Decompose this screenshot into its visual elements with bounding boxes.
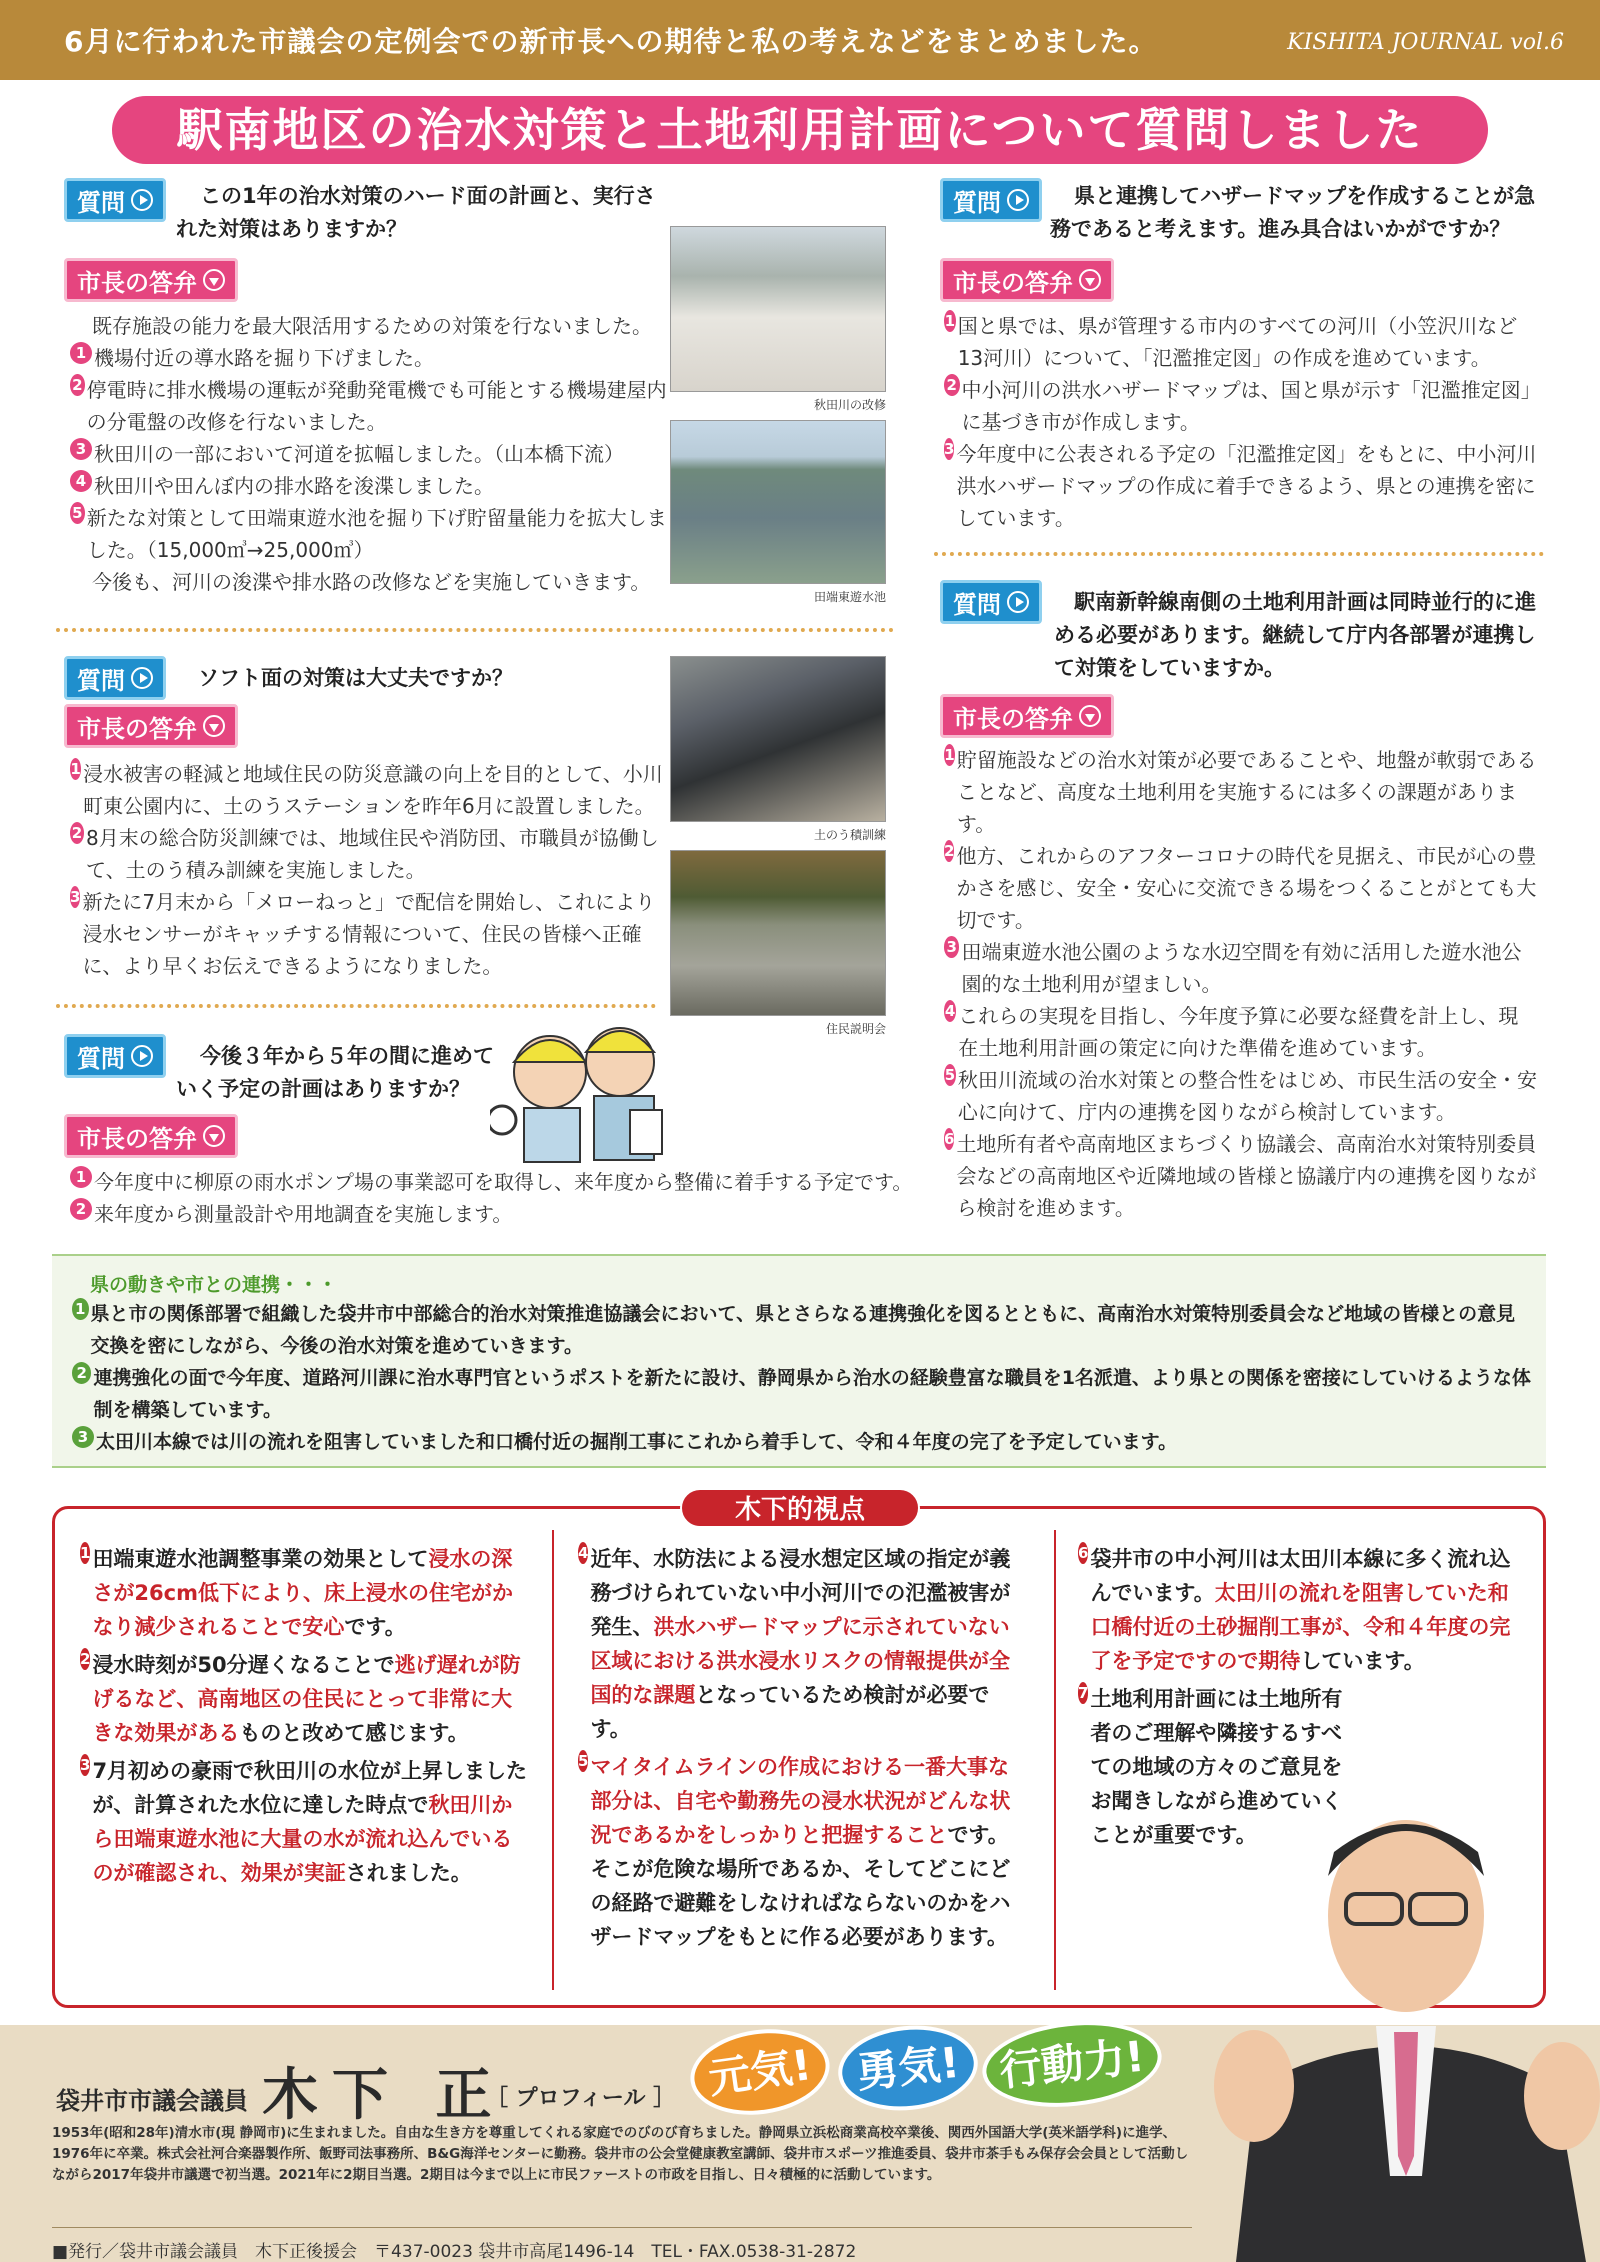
answer-tag xyxy=(940,694,1114,738)
item-text: 新たに7月末から「メローねっと」で配信を開始し、これにより浸水センサーがキャッチする情報について、住民の皆様へ正確に、より早くお伝えできるようになりました。 xyxy=(82,890,656,978)
item-text: これらの実現を目指し、今年度予算に必要な経費を計上し、現在土地利用計画の策定に向けた準備を進めています。 xyxy=(958,1004,1519,1060)
number-badge: 1 xyxy=(70,1166,92,1188)
column-divider xyxy=(1054,1530,1056,1990)
photo-caption: 田端東遊水池 xyxy=(813,590,886,604)
portrait-photo xyxy=(1196,1756,1600,2262)
question-tag xyxy=(940,178,1042,222)
number-badge: 6 xyxy=(944,1130,955,1148)
question-text: 今後３年から５年の間に進めていく予定の計画はありますか？ xyxy=(176,1044,494,1101)
list-item xyxy=(70,1198,930,1230)
list-item xyxy=(70,502,670,566)
author-name: 木下 正 xyxy=(262,2063,506,2128)
text-plain: 浸水時刻が50分遅くなることで xyxy=(92,1653,395,1677)
publisher-info: ■発行／袋井市議会議員 木下正後援会 〒437-0023 袋井市高尾1496-14 TEL・FAX.0538-31-2872 xyxy=(52,2242,857,2262)
viewpoint-title: 木下的視点 xyxy=(680,1488,920,1528)
text-highlight: 浸水の深さが26cm低下により、床上浸水の住宅がかなり減少されることで安心 xyxy=(92,1547,513,1639)
viewpoint-col-2 xyxy=(578,1542,1028,1954)
hand xyxy=(1524,2042,1600,2150)
text-plain: 近年、水防法による浸水想定区域の指定が義務づけられていない中小河川での氾濫被害が発生、 xyxy=(590,1547,1011,1639)
answer-label: 市長の答弁 xyxy=(77,1124,197,1153)
number-badge: 3 xyxy=(944,936,959,958)
profile-label: ［ プロフィール ］ xyxy=(486,2086,676,2111)
list-item xyxy=(70,438,670,470)
number-badge: 5 xyxy=(944,1066,956,1084)
question-label: 質問 xyxy=(77,188,125,217)
text-plain: 田端東遊水池調整事業の効果として xyxy=(92,1547,429,1571)
item-text: 停電時に排水機場の運転が発動発電機でも可能とする機場建屋内の分電盤の改修を行ないました。 xyxy=(86,378,667,434)
photo-sandbag-training xyxy=(670,656,886,822)
list-item xyxy=(944,936,1538,1000)
divider xyxy=(56,628,894,632)
answer-label: 市長の答弁 xyxy=(77,714,197,743)
number-badge: 1 xyxy=(72,1298,89,1320)
list-item xyxy=(944,310,1538,374)
slogan-badge: 行動力! xyxy=(978,2013,1166,2115)
number-badge: 6 xyxy=(1078,1544,1089,1562)
text-plain: となっているため検討が必要です。 xyxy=(590,1683,990,1741)
text-plain: です。そこが危険な場所であるか、そしてどこにどの経路で避難をしなければならないのかをハザードマップをもとに作る必要があります。 xyxy=(590,1823,1011,1949)
item-text: 土地所有者や高南地区まちづくり協議会、高南治水対策特別委員会などの高南地区や近隣地域の皆様と協議庁内の連携を図りながら検討を進めます。 xyxy=(956,1132,1537,1220)
magnifier-icon xyxy=(490,1106,516,1134)
viewpoint-col-1 xyxy=(80,1542,530,1890)
item-text: 今年度中に公表される予定の「氾濫推定図」をもとに、中小河川洪水ハザードマップの作成に着手できるよう、県との連携を密にしています。 xyxy=(956,442,1537,530)
list-item xyxy=(70,374,670,438)
question-text: この1年の治水対策のハード面の計画と、実行された対策はありますか？ xyxy=(176,184,656,241)
item-text xyxy=(590,1542,1028,1746)
answer-body xyxy=(70,1166,930,1230)
list-item xyxy=(944,840,1538,936)
item-text: 来年度から測量設計や用地調査を実施します。 xyxy=(94,1202,513,1226)
play-icon xyxy=(1007,591,1029,613)
item-text: 秋田川や田んぼ内の排水路を浚渫しました。 xyxy=(94,474,494,498)
list-item xyxy=(944,1128,1538,1224)
viewpoint-item xyxy=(578,1750,1028,1954)
item-text: 貯留施設などの治水対策が必要であることや、地盤が軟弱であることなど、高度な土地利用を実施するには多くの課題があります。 xyxy=(956,748,1537,836)
answer-tag xyxy=(64,704,238,748)
item-text: 浸水被害の軽減と地域住民の防災意識の向上を目的として、小川町東公園内に、土のうステーションを昨年6月に設置しました。 xyxy=(83,762,663,818)
item-text: 土地利用計画には土地所有者のご理解や隣接するすべての地域の方々のご意見をお聞きしながら進めていくことが重要です。 xyxy=(1090,1687,1343,1847)
header-lead: 6月に行われた市議会の定例会での新市長への期待と私の考えなどをまとめました。 xyxy=(64,25,1158,58)
divider xyxy=(934,552,1544,556)
item-text xyxy=(92,1648,530,1750)
item-text xyxy=(92,1754,530,1890)
item-text: 他方、これからのアフターコロナの時代を見据え、市民が心の豊かさを感じ、安全・安心に交流できる場をつくることがとても大切です。 xyxy=(956,844,1537,932)
hard-hat-icon xyxy=(514,1040,586,1062)
number-badge: 1 xyxy=(944,746,955,764)
divider xyxy=(52,2227,1192,2228)
prefecture-title: 県の動きや市との連携・・・ xyxy=(90,1274,338,1296)
question-text: 県と連携してハザードマップを作成することが急務であると考えます。進み具合はいかがですか？ xyxy=(1050,184,1536,241)
list-item xyxy=(70,822,666,886)
photo-river-repair xyxy=(670,226,886,392)
prefecture-box xyxy=(52,1254,1546,1468)
number-badge: 2 xyxy=(944,842,955,860)
answer-intro: 既存施設の能力を最大限活用するための対策を行ないました。 xyxy=(92,314,652,338)
play-icon xyxy=(1007,189,1029,211)
text-plain: です。 xyxy=(344,1615,406,1639)
photo-caption: 秋田川の改修 xyxy=(813,398,886,412)
viewpoint-item xyxy=(578,1542,1028,1746)
item-text: 今年度中に柳原の雨水ポンプ場の事業認可を取得し、来年度から整備に着手する予定です。 xyxy=(94,1170,913,1194)
item-text: 秋田川流域の治水対策との整合性をはじめ、市民生活の安全・安心に向けて、庁内の連携を図りながら検討しています。 xyxy=(957,1068,1538,1124)
viewpoint-item xyxy=(80,1542,530,1644)
hard-hat-icon xyxy=(586,1031,654,1052)
item-text: 8月末の総合防災訓練では、地域住民や消防団、市職員が協働して、土のう積み訓練を実施しました。 xyxy=(85,826,659,882)
text-highlight: 秋田川から田端東遊水池に大量の水が流れ込んでいるのが確認され、効果が実証 xyxy=(92,1793,513,1885)
item-text: 機場付近の導水路を掘り下げました。 xyxy=(94,346,434,370)
slogan-badge: 元気! xyxy=(685,2021,835,2124)
hand xyxy=(1214,2030,1294,2142)
text-highlight: 洪水ハザードマップに示されていない区域における洪水浸水リスクの情報提供が全国的な課題 xyxy=(590,1615,1011,1707)
item-text xyxy=(92,1542,530,1644)
number-badge: 2 xyxy=(71,824,83,842)
item-text: 国と県では、県が管理する市内のすべての河川（小笠沢川など13河川）について、「氾濫推定図」の作成を進めています。 xyxy=(957,314,1518,370)
number-badge: 2 xyxy=(70,1198,92,1220)
number-badge: 1 xyxy=(70,760,81,778)
item-text: 連携強化の面で今年度、道路河川課に治水専門官というポストを新たに設け、静岡県から治水の経験豊富な職員を1名派遣、より県との関係を密接にしていけるような体制を構築しています。 xyxy=(93,1367,1531,1421)
chevron-down-icon xyxy=(203,715,225,737)
number-badge: 3 xyxy=(944,440,955,458)
item-text: 太田川本線では川の流れを阻害していました和口橋付近の掘削工事にこれから着手して、令和４年度の完了を予定しています。 xyxy=(96,1431,1178,1453)
question-text: ソフト面の対策は大丈夫ですか？ xyxy=(198,666,513,690)
photo-caption: 住民説明会 xyxy=(825,1022,886,1036)
text-plain: ものと改めて感じます。 xyxy=(239,1721,469,1745)
item-text: 田端東遊水池公園のような水辺空間を有効に活用した遊水池公園的な土地利用が望ましい。 xyxy=(961,940,1522,996)
list-item xyxy=(72,1362,1532,1426)
journal-title: KISHITA JOURNAL vol.6 xyxy=(1287,30,1564,55)
answer-tag xyxy=(64,1114,238,1158)
answer-tag xyxy=(64,258,238,302)
page-title: 駅南地区の治水対策と土地利用計画について質問しました xyxy=(112,96,1488,164)
viewpoint-item xyxy=(80,1754,530,1890)
chevron-down-icon xyxy=(1079,705,1101,727)
clipboard-icon xyxy=(630,1110,662,1154)
number-badge: 3 xyxy=(80,1756,91,1774)
author-bio: 1953年(昭和28年)清水市(現 静岡市)に生まれました。自由な生き方を尊重してくれる家庭でのびのび育ちました。静岡県立浜松商業高校卒業後、関西外国語大学(英米語学科)に進学、1976年に卒業。株式会社河合楽器製作所、飯野司法事務所、B&G海洋センターに勤務。袋井市の公会堂健康教室講師、袋井市スポーツ推進委員、袋井市茶手もみ保存会会員として活動しながら2017年袋井市議選で初当選。2021年に2期目当選。2期目は今まで以上に市民ファーストの市政を目指し、日々積極的に活動しています。 xyxy=(52,2125,1189,2183)
list-item xyxy=(944,1064,1538,1128)
photo-residents-meeting xyxy=(670,850,886,1016)
answer-label: 市長の答弁 xyxy=(953,704,1073,733)
question-label: 質問 xyxy=(953,590,1001,619)
number-badge: 5 xyxy=(70,502,85,524)
text-plain: 7月初めの豪雨で秋田川の水位が上昇しましたが、計算された水位に達した時点で xyxy=(92,1759,528,1817)
play-icon xyxy=(131,667,153,689)
question-label: 質問 xyxy=(77,666,125,695)
list-item xyxy=(944,374,1538,438)
list-item xyxy=(70,758,666,822)
answer-body xyxy=(70,310,670,598)
number-badge: 3 xyxy=(70,438,92,460)
question-label: 質問 xyxy=(77,1044,125,1073)
answer-body xyxy=(944,744,1538,1224)
number-badge: 4 xyxy=(578,1544,589,1562)
number-badge: 4 xyxy=(944,1002,956,1020)
number-badge: 3 xyxy=(70,888,81,906)
list-item xyxy=(944,1000,1538,1064)
number-badge: 2 xyxy=(80,1650,91,1668)
number-badge: 2 xyxy=(72,1362,91,1384)
slogan-badge: 勇気! xyxy=(834,2019,982,2117)
list-item xyxy=(70,470,670,502)
number-badge: 1 xyxy=(80,1544,91,1562)
list-item xyxy=(944,744,1538,840)
workers-illustration xyxy=(490,1000,680,1170)
answer-tag xyxy=(940,258,1114,302)
list-item xyxy=(70,1166,930,1198)
answer-body xyxy=(944,310,1538,534)
question-tag xyxy=(64,1034,166,1078)
number-badge: 2 xyxy=(70,374,85,396)
answer-label: 市長の答弁 xyxy=(953,268,1073,297)
number-badge: 3 xyxy=(72,1426,94,1448)
number-badge: 2 xyxy=(944,374,960,396)
photo-caption: 土のう積訓練 xyxy=(813,828,886,842)
play-icon xyxy=(131,1045,153,1067)
item-text xyxy=(590,1750,1028,1954)
list-item xyxy=(70,342,670,374)
number-badge: 4 xyxy=(70,470,92,492)
text-plain: 袋井市の中小河川は太田川本線に多く流れ込んでいます。 xyxy=(1090,1547,1511,1605)
chevron-down-icon xyxy=(203,1125,225,1147)
chevron-down-icon xyxy=(203,269,225,291)
play-icon xyxy=(131,189,153,211)
text-plain: しています。 xyxy=(1300,1649,1425,1673)
answer-label: 市長の答弁 xyxy=(77,268,197,297)
answer-body xyxy=(70,758,666,982)
list-item xyxy=(72,1298,1532,1362)
question-label: 質問 xyxy=(953,188,1001,217)
item-text: 新たな対策として田端東遊水池を掘り下げ貯留量能力を拡大しました。（15,000㎥→25,000㎥） xyxy=(86,506,667,562)
number-badge: 5 xyxy=(578,1752,589,1770)
question-tag xyxy=(64,178,166,222)
list-item xyxy=(70,886,666,982)
text-highlight: マイタイムラインの作成における一番大事な部分は、自宅や勤務先の浸水状況がどんな状況であるかをしっかりと把握すること xyxy=(590,1755,1011,1847)
chevron-down-icon xyxy=(1079,269,1101,291)
number-badge: 7 xyxy=(1078,1684,1089,1702)
viewpoint-item xyxy=(80,1648,530,1750)
question-tag xyxy=(940,580,1042,624)
photo-retention-pond xyxy=(670,420,886,584)
answer-outro: 今後も、河川の浚渫や排水路の改修などを実施していきます。 xyxy=(92,570,651,594)
worker-body xyxy=(524,1108,580,1162)
list-item xyxy=(72,1426,1532,1458)
item-text: 中小河川の洪水ハザードマップは、国と県が示す「氾濫推定図」に基づき市が作成します。 xyxy=(961,378,1531,434)
text-highlight: 逃げ遅れが防げるなど、高南地区の住民にとって非常に大きな効果がある xyxy=(92,1653,521,1745)
prefecture-list xyxy=(72,1298,1532,1458)
header-bar xyxy=(0,0,1600,80)
text-highlight: 太田川の流れを阻害していた和口橋付近の土砂掘削工事が、令和４年度の完了を予定ですので期待 xyxy=(1090,1581,1511,1673)
number-badge: 1 xyxy=(944,312,956,330)
item-text: 県と市の関係部署で組織した袋井市中部総合的治水対策推進協議会において、県とさらなる連携強化を図るとともに、高南治水対策特別委員会など地域の皆様との意見交換を密にしながら、今後の治水対策を進めていきます。 xyxy=(90,1303,1516,1357)
item-text xyxy=(1090,1542,1528,1678)
column-divider xyxy=(552,1530,554,1990)
viewpoint-item xyxy=(1078,1542,1528,1678)
question-text: 駅南新幹線南側の土地利用計画は同時並行的に進める必要があります。継続して庁内各部署が連携して対策をしていますか。 xyxy=(1054,590,1536,680)
text-plain: されました。 xyxy=(345,1861,472,1885)
number-badge: 1 xyxy=(70,342,92,364)
question-tag xyxy=(64,656,166,700)
author-role: 袋井市市議会議員 xyxy=(56,2087,248,2115)
item-text: 秋田川の一部において河道を拡幅しました。（山本橋下流） xyxy=(94,442,624,466)
list-item xyxy=(944,438,1538,534)
